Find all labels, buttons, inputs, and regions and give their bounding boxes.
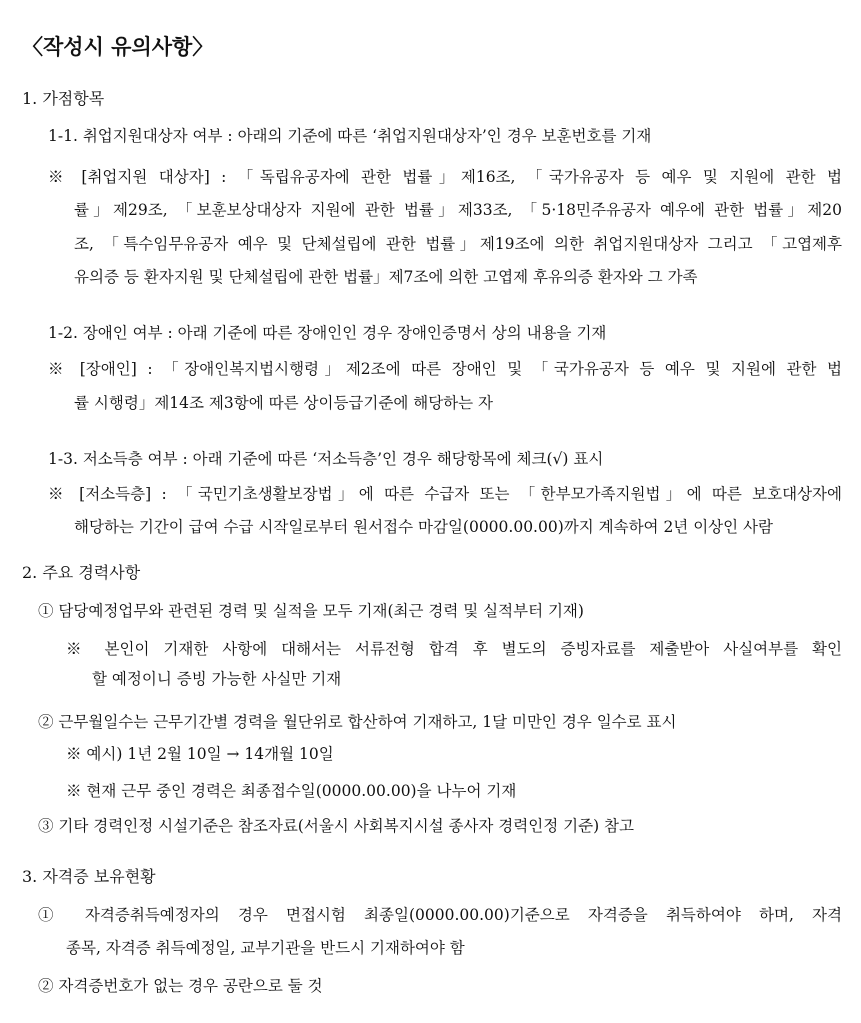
item-1-2-note-line: ※ [장애인] : 「장애인복지법시행령」제2조에 따른 장애인 및 「국가유공자 등 예우 및 지원에 관한 법	[48, 360, 842, 378]
section2-item1-note-line: 할 예정이니 증빙 가능한 사실만 기재	[92, 670, 342, 688]
section2-item3: ③ 기타 경력인정 시설기준은 참조자료(서울시 사회복지시설 종사자 경력인정 기준) 참고	[38, 817, 634, 835]
section2-item1-note-line: ※ 본인이 기재한 사항에 대해서는 서류전형 합격 후 별도의 증빙자료를 제출받아 사실여부를 확인	[66, 640, 842, 658]
section3-heading: 3. 자격증 보유현황	[22, 867, 156, 886]
item-1-1-title: 1-1. 취업지원대상자 여부 : 아래의 기준에 따른 ‘취업지원대상자’인 경우 보훈번호를 기재	[48, 127, 652, 145]
section2-item2-note-current: ※ 현재 근무 중인 경력은 최종접수일(0000.00.00)을 나누어 기재	[66, 782, 517, 800]
section3-item1-line: 종목, 자격증 취득예정일, 교부기관을 반드시 기재하여야 함	[66, 939, 465, 957]
item-1-3-note-line: ※ [저소득층] : 「국민기초생활보장법」에 따른 수급자 또는 「한부모가족지원법」에 따른 보호대상자에	[48, 485, 842, 503]
item-1-1-note-line: 률」제29조, 「보훈보상대상자 지원에 관한 법률」제33조, 「5·18민주유공자 예우에 관한 법률」제20	[74, 201, 842, 219]
page-title: 〈작성시 유의사항〉	[22, 34, 214, 59]
item-1-1-note-line: 유의증 등 환자지원 및 단체설립에 관한 법률」제7조에 의한 고엽제 후유의증 환자와 그 가족	[74, 268, 698, 286]
section2-heading: 2. 주요 경력사항	[22, 563, 141, 582]
item-1-1-note-line: ※ [취업지원 대상자] : 「독립유공자에 관한 법률」제16조, 「국가유공자 등 예우 및 지원에 관한 법	[48, 168, 842, 186]
section3-item2: ② 자격증번호가 없는 경우 공란으로 둘 것	[38, 977, 323, 995]
section2-item1: ① 담당예정업무와 관련된 경력 및 실적을 모두 기재(최근 경력 및 실적부터 기재)	[38, 602, 584, 620]
section1-heading: 1. 가점항목	[22, 89, 105, 108]
section2-item2-note-example: ※ 예시) 1년 2월 10일 → 14개월 10일	[66, 745, 334, 763]
section3-item1-line: ① 자격증취득예정자의 경우 면접시험 최종일(0000.00.00)기준으로 자격증을 취득하여야 하며, 자격	[38, 906, 842, 924]
item-1-2-note-line: 률 시행령」제14조 제3항에 따른 상이등급기준에 해당하는 자	[74, 394, 494, 412]
item-1-2-title: 1-2. 장애인 여부 : 아래 기준에 따른 장애인인 경우 장애인증명서 상의 내용을 기재	[48, 324, 607, 342]
item-1-1-note-line: 조, 「특수임무유공자 예우 및 단체설립에 관한 법률」제19조에 의한 취업지원대상자 그리고 「고엽제후	[74, 235, 842, 253]
section2-item2: ② 근무월일수는 근무기간별 경력을 월단위로 합산하여 기재하고, 1달 미만인 경우 일수로 표시	[38, 713, 677, 731]
item-1-3-note-line: 해당하는 기간이 급여 수급 시작일로부터 원서접수 마감일(0000.00.00)까지 계속하여 2년 이상인 사람	[74, 518, 774, 536]
item-1-3-title: 1-3. 저소득층 여부 : 아래 기준에 따른 ‘저소득층’인 경우 해당항목에 체크(√) 표시	[48, 450, 604, 468]
